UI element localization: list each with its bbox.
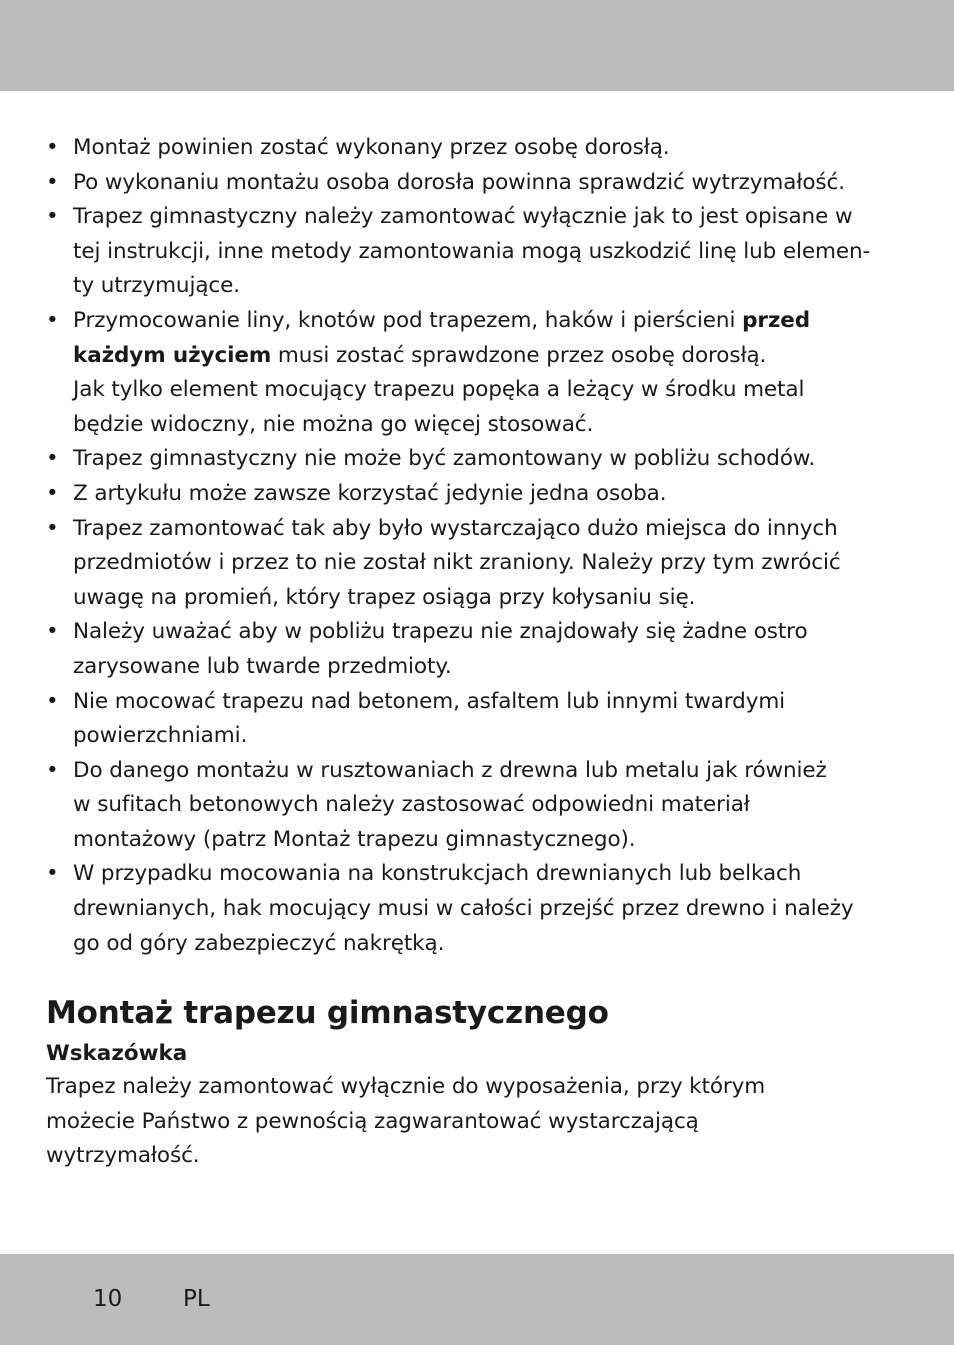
bullet-icon: •	[46, 688, 59, 714]
list-item	[46, 166, 906, 201]
list-item-text: montażowy (patrz Montaż trapezu gimnastycznego).	[73, 826, 636, 852]
list-item-text-part: Przymocowanie liny, knotów pod trapezem, haków i pierścieni	[73, 307, 743, 333]
note-text: wytrzymałość.	[46, 1143, 200, 1169]
list-item-text: tej instrukcji, inne metody zamontowania mogą uszkodzić linę lub elemen-	[73, 238, 871, 264]
list-item	[46, 200, 906, 304]
list-item-text: Z artykułu może zawsze korzystać jedynie jedna osoba.	[73, 480, 667, 506]
page-number: 10	[93, 1286, 123, 1312]
list-item	[46, 512, 906, 616]
list-item	[46, 685, 906, 754]
list-item-text: Nie mocować trapezu nad betonem, asfaltem lub innymi twardymi	[73, 688, 786, 714]
note-heading: Wskazówka	[46, 1041, 188, 1067]
bullet-icon: •	[46, 135, 59, 160]
list-item-text: Montaż powinien zostać wykonany przez osobę dorosłą.	[73, 135, 670, 160]
list-item-text: będzie widoczny, nie można go więcej stosować.	[73, 411, 594, 437]
safety-bullet-list	[46, 131, 906, 961]
bullet-icon: •	[46, 307, 59, 333]
bullet-icon: •	[46, 169, 59, 195]
list-item-text: Jak tylko element mocujący trapezu popęka a leżący w środku metal	[73, 377, 805, 403]
list-item	[46, 477, 906, 512]
list-item-text: Należy uważać aby w pobliżu trapezu nie znajdowały się żadne ostro	[73, 619, 808, 645]
list-item	[46, 615, 906, 684]
list-item-text	[73, 339, 906, 374]
list-item-text: ty utrzymujące.	[73, 273, 240, 299]
list-item	[46, 857, 906, 961]
note-text: możecie Państwo z pewnością zagwarantować wystarczającą	[46, 1108, 699, 1134]
list-item	[46, 131, 906, 166]
list-item-text: Po wykonaniu montażu osoba dorosła powinna sprawdzić wytrzymałość.	[73, 169, 845, 195]
list-item-text-part: musi zostać sprawdzone przez osobę dorosłą.	[271, 342, 767, 368]
list-item-text: w sufitach betonowych należy zastosować odpowiedni materiał	[73, 792, 750, 818]
note-text: Trapez należy zamontować wyłącznie do wyposażenia, przy którym	[46, 1074, 766, 1100]
list-item-text: uwagę na promień, który trapez osiąga przy kołysaniu się.	[73, 584, 696, 610]
list-item-text: Trapez gimnastyczny nie może być zamontowany w pobliżu schodów.	[73, 446, 816, 472]
note-paragraph	[46, 1070, 906, 1174]
bullet-icon: •	[46, 204, 59, 230]
list-item-text: drewnianych, hak mocujący musi w całości przejść przez drewno i należy	[73, 896, 854, 922]
list-item	[46, 754, 906, 858]
list-item-text: W przypadku mocowania na konstrukcjach drewnianych lub belkach	[73, 861, 802, 887]
list-item-text: Trapez zamontować tak aby było wystarczająco dużo miejsca do innych	[73, 515, 838, 541]
emphasis-text: każdym użyciem	[73, 342, 272, 368]
bullet-icon: •	[46, 480, 59, 506]
list-item-text: Trapez gimnastyczny należy zamontować wyłącznie jak to jest opisane w	[73, 204, 853, 230]
footer-band	[0, 1254, 954, 1345]
list-item	[46, 442, 906, 477]
language-code: PL	[183, 1286, 210, 1312]
emphasis-text: przed	[742, 307, 811, 333]
header-band	[0, 0, 954, 91]
bullet-icon: •	[46, 619, 59, 645]
list-item-text: powierzchniami.	[73, 723, 248, 749]
list-item-text	[73, 304, 906, 339]
bullet-icon: •	[46, 757, 59, 783]
bullet-icon: •	[46, 861, 59, 887]
list-item	[46, 304, 906, 442]
bullet-icon: •	[46, 515, 59, 541]
list-item-text: Do danego montażu w rusztowaniach z drewna lub metalu jak również	[73, 757, 827, 783]
document-body	[46, 131, 906, 1174]
list-item-text: przedmiotów i przez to nie został nikt zraniony. Należy przy tym zwrócić	[73, 550, 841, 576]
bullet-icon: •	[46, 446, 59, 472]
list-item-text: zarysowane lub twarde przedmioty.	[73, 653, 452, 679]
section-heading: Montaż trapezu gimnastycznego	[46, 995, 609, 1032]
list-item-text: go od góry zabezpieczyć nakrętką.	[73, 930, 445, 956]
